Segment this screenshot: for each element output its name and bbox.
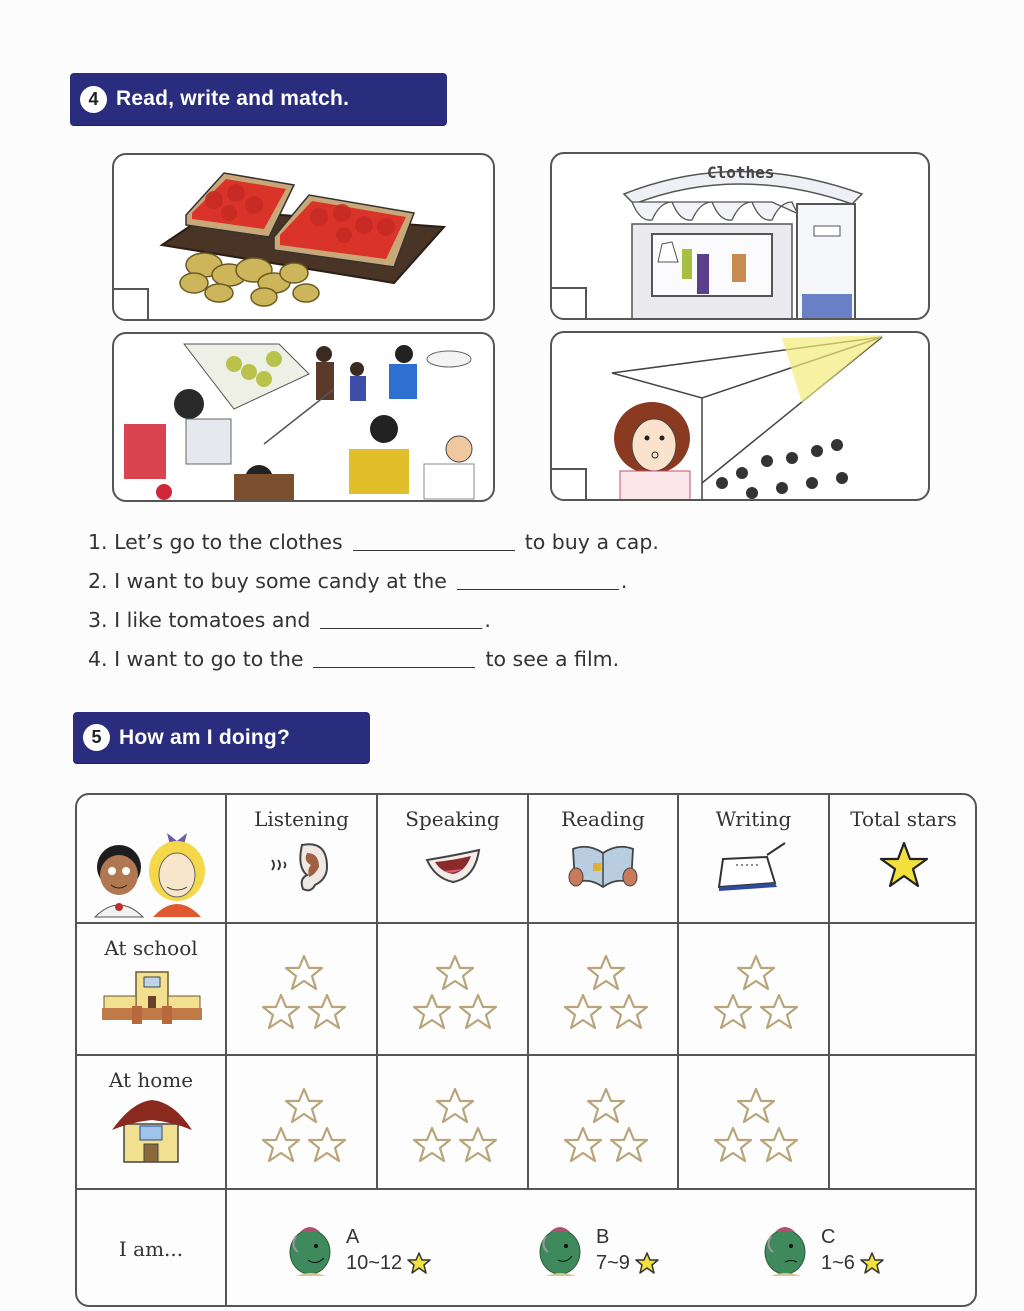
clothes-shop-illustration <box>552 154 930 320</box>
rating-grade: A <box>346 1226 360 1248</box>
sentence-text-after: . <box>484 608 491 632</box>
row-header-at-home <box>77 1056 225 1188</box>
column-label: Listening <box>254 807 349 831</box>
picture-cinema <box>550 331 930 501</box>
rating-grade: B <box>596 1226 610 1248</box>
answer-box-1[interactable] <box>113 288 149 320</box>
star-rating-school-reading[interactable] <box>561 953 651 1033</box>
sentence-2 <box>88 569 627 593</box>
result-label: I am... <box>118 1236 184 1261</box>
column-label: Reading <box>561 807 645 831</box>
school-icon <box>96 964 206 1034</box>
sentence-3 <box>88 608 491 632</box>
rating-text <box>596 1224 660 1276</box>
mouth-icon <box>413 835 493 895</box>
answer-blank-3[interactable] <box>320 628 482 629</box>
star-rating-school-listening[interactable] <box>259 953 349 1033</box>
star-icon <box>634 1251 660 1275</box>
star-icon <box>859 1251 885 1275</box>
column-header-reading <box>529 795 677 922</box>
tomatoes-potatoes-illustration <box>114 155 495 321</box>
rating-grade: C <box>821 1226 836 1248</box>
house-icon <box>106 1096 196 1166</box>
sentence-number: 1. <box>88 530 108 554</box>
ear-icon <box>262 835 342 895</box>
answer-blank-4[interactable] <box>313 667 475 668</box>
sentence-text-before: Let’s go to the clothes <box>114 530 343 554</box>
kids-icon <box>77 795 225 922</box>
sentence-text-before: I want to buy some candy at the <box>114 569 447 593</box>
answer-blank-2[interactable] <box>457 589 619 590</box>
rating-range: 7~9 <box>596 1252 630 1274</box>
sentence-number: 2. <box>88 569 108 593</box>
rating-a[interactable] <box>282 1220 432 1280</box>
supermarket-illustration <box>114 334 495 502</box>
sentence-text-after: to buy a cap. <box>524 530 659 554</box>
sentence-text-before: I like tomatoes and <box>114 608 311 632</box>
section-title: How am I doing? <box>119 725 290 749</box>
shop-sign-text: Clothes <box>707 163 775 182</box>
star-icon <box>406 1251 432 1275</box>
total-stars-school[interactable] <box>830 924 977 1054</box>
column-label: Writing <box>715 807 792 831</box>
rating-range: 10~12 <box>346 1252 403 1274</box>
sentence-text-after: . <box>620 569 628 593</box>
kids-illustration-cell <box>77 795 225 922</box>
row-header-at-school <box>77 924 225 1054</box>
sentence-4 <box>88 647 619 671</box>
star-rating-home-listening[interactable] <box>259 1086 349 1166</box>
picture-clothes-shop <box>550 152 930 320</box>
star-icon <box>874 835 934 895</box>
sentence-text-before: I want to go to the <box>114 647 304 671</box>
frog-mascot-icon <box>757 1220 815 1280</box>
row-label: At school <box>104 936 198 960</box>
column-header-speaking <box>378 795 527 922</box>
cinema-illustration <box>552 333 930 501</box>
section-title: Read, write and match. <box>116 87 350 110</box>
rating-c[interactable] <box>757 1220 885 1280</box>
rating-text <box>821 1224 885 1276</box>
star-rating-home-speaking[interactable] <box>410 1086 500 1166</box>
row-label: At home <box>108 1068 194 1092</box>
sentence-number: 3. <box>88 608 108 632</box>
rating-text <box>346 1224 432 1276</box>
column-header-total-stars <box>830 795 977 922</box>
book-icon <box>563 835 643 895</box>
frog-mascot-icon <box>282 1220 340 1280</box>
column-header-listening <box>227 795 376 922</box>
sentence-text-after: to see a film. <box>485 647 620 671</box>
writing-tablet-icon <box>709 835 799 895</box>
column-label: Speaking <box>405 807 500 831</box>
column-label: Total stars <box>850 807 957 831</box>
section-5-header <box>73 712 370 763</box>
answer-box-2[interactable] <box>551 287 587 319</box>
answer-blank-1[interactable] <box>353 550 515 551</box>
frog-mascot-icon <box>532 1220 590 1280</box>
picture-supermarket <box>112 332 495 502</box>
star-rating-home-writing[interactable] <box>711 1086 801 1166</box>
self-assessment-table <box>75 793 977 1307</box>
rating-range: 1~6 <box>821 1252 855 1274</box>
section-number: 4 <box>80 86 107 113</box>
picture-vegetables <box>112 153 495 321</box>
star-rating-home-reading[interactable] <box>561 1086 651 1166</box>
section-4-header <box>70 73 447 125</box>
result-label-cell <box>77 1190 225 1307</box>
column-header-writing <box>679 795 828 922</box>
section-number: 5 <box>83 724 110 751</box>
answer-box-4[interactable] <box>551 468 587 500</box>
star-rating-school-speaking[interactable] <box>410 953 500 1033</box>
star-rating-school-writing[interactable] <box>711 953 801 1033</box>
sentence-number: 4. <box>88 647 108 671</box>
total-stars-home[interactable] <box>830 1056 977 1188</box>
sentence-1 <box>88 530 659 554</box>
rating-b[interactable] <box>532 1220 660 1280</box>
